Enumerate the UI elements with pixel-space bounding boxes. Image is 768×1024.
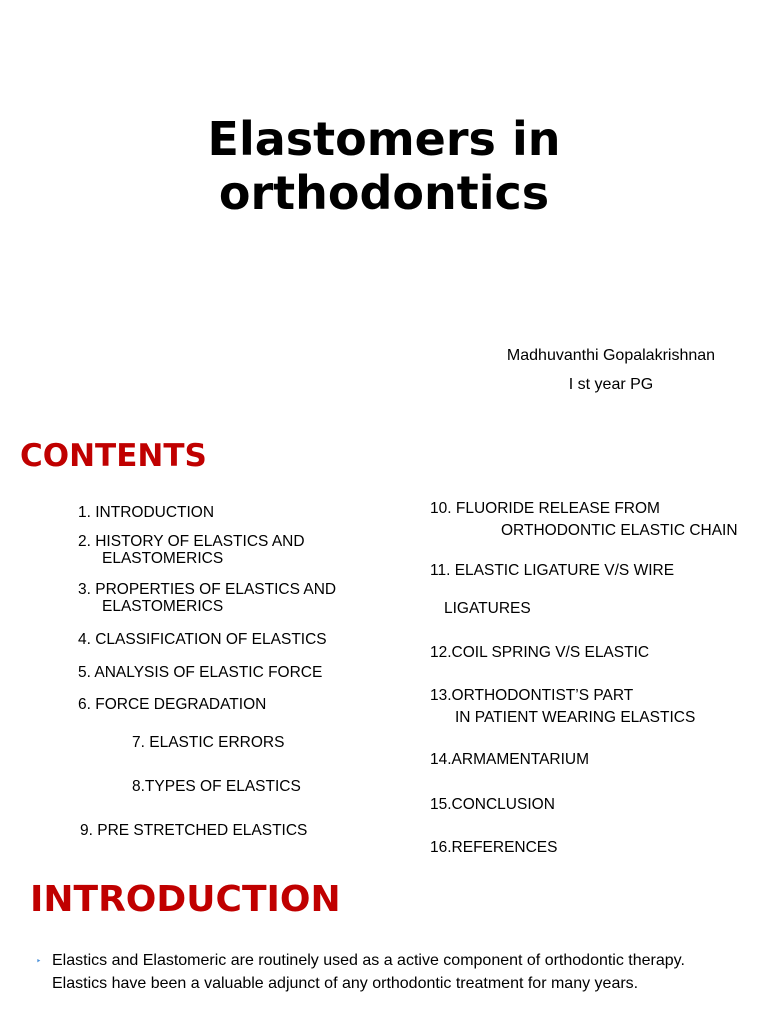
toc-item-5: 5. ANALYSIS OF ELASTIC FORCE [78,664,323,681]
author-block [470,341,752,399]
title-line-1: Elastomers in [207,112,561,166]
introduction-bullet [36,949,762,995]
title-line-2: orthodontics [218,166,550,220]
toc-item-13 [430,685,695,729]
toc-item-11-line1: 11. ELASTIC LIGATURE V/S WIRE [430,562,675,579]
contents-heading: CONTENTS [20,438,207,474]
toc-item-14: 14.ARMAMENTARIUM [430,751,590,768]
toc-item-7: 7. ELASTIC ERRORS [132,734,285,751]
introduction-bullet-text [52,949,762,995]
author-name: Madhuvanthi Gopalakrishnan [506,347,716,364]
toc-item-13-line2: IN PATIENT WEARING ELASTICS [455,709,696,726]
toc-item-10 [430,498,738,542]
toc-item-1: 1. INTRODUCTION [78,504,215,521]
toc-item-10-line1: 10. FLUORIDE RELEASE FROM [430,500,660,517]
toc-item-16: 16.REFERENCES [430,839,558,856]
introduction-bullet-line2: Elastics have been a valuable adjunct of any orthodontic treatment for many years. [52,975,639,992]
introduction-bullet-line1: Elastics and Elastomeric are routinely used as a active component of orthodontic therapy. [52,952,685,969]
toc-item-8: 8.TYPES OF ELASTICS [132,778,301,795]
toc-item-6: 6. FORCE DEGRADATION [78,696,267,713]
toc-item-9: 9. PRE STRETCHED ELASTICS [80,822,308,839]
toc-item-3-line1: 3. PROPERTIES OF ELASTICS AND [78,581,337,598]
toc-item-13-line1: 13.ORTHODONTIST’S PART [430,687,634,704]
toc-item-2-line1: 2. HISTORY OF ELASTICS AND [78,533,305,550]
triangle-bullet-icon: ‣ [36,956,42,966]
toc-item-2-line2: ELASTOMERICS [102,550,224,567]
toc-item-15: 15.CONCLUSION [430,796,555,813]
slide-title [100,112,668,220]
toc-item-3 [78,581,336,615]
toc-item-4: 4. CLASSIFICATION OF ELASTICS [78,631,327,648]
introduction-heading: INTRODUCTION [30,879,341,920]
toc-item-2 [78,533,305,567]
toc-item-3-line2: ELASTOMERICS [102,598,224,615]
author-designation: I st year PG [568,376,654,393]
toc-item-12: 12.COIL SPRING V/S ELASTIC [430,644,650,661]
toc-item-10-line2: ORTHODONTIC ELASTIC CHAIN [501,522,738,539]
toc-item-11-line2: LIGATURES [444,600,531,617]
